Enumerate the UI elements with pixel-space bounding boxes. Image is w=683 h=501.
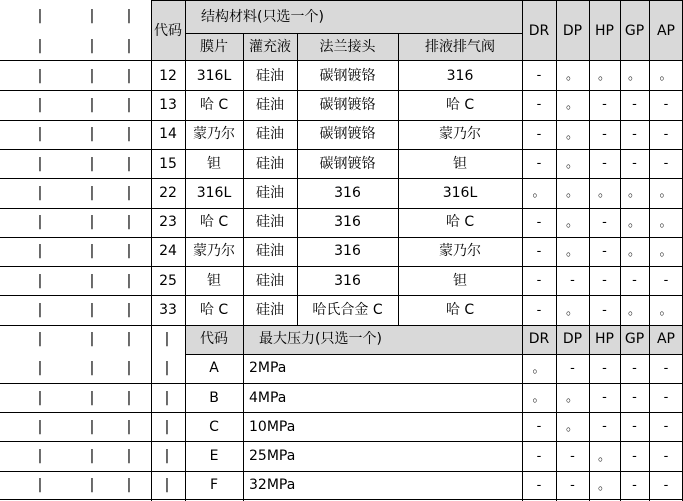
- availability-mark: 。: [565, 126, 579, 142]
- grid-line: [185, 325, 186, 501]
- grid-line: [0, 295, 683, 296]
- material-row-diaphragm: 蒙乃尔: [193, 126, 235, 143]
- availability-mark: -: [663, 360, 669, 376]
- continuation-bar: |: [126, 477, 132, 494]
- material-row-fill: 硅油: [256, 243, 284, 260]
- availability-mark: 。: [659, 302, 673, 318]
- continuation-bar: |: [89, 331, 95, 348]
- continuation-bar: |: [126, 389, 132, 406]
- continuation-bar: |: [126, 418, 132, 435]
- material-subheader-3: 排液排气阀: [425, 39, 495, 55]
- material-row-flange: 碳钢镀铬: [319, 155, 376, 172]
- availability-mark: -: [536, 477, 542, 493]
- continuation-bar: |: [126, 243, 132, 260]
- continuation-bar: |: [89, 418, 95, 435]
- availability-mark: -: [536, 448, 542, 464]
- material-row-fill: 硅油: [256, 126, 284, 143]
- material-row-valve: 316L: [442, 184, 478, 201]
- availability-mark: -: [602, 360, 607, 376]
- continuation-bar: |: [126, 8, 132, 24]
- availability-mark: -: [663, 419, 669, 435]
- material-row-code: 12: [159, 67, 177, 84]
- continuation-bar: |: [126, 302, 132, 319]
- availability-mark: -: [663, 448, 669, 464]
- availability-mark: 。: [597, 68, 611, 84]
- availability-mark: 。: [627, 302, 641, 318]
- material-row-code: 14: [159, 126, 177, 143]
- availability-mark: -: [602, 126, 607, 142]
- material-row-diaphragm: 蒙乃尔: [193, 243, 235, 260]
- material-row-diaphragm: 316L: [196, 67, 232, 84]
- continuation-bar: |: [37, 184, 43, 201]
- material-row-code: 25: [159, 272, 177, 289]
- continuation-bar: |: [37, 477, 43, 494]
- pressure-model-header-4: AP: [656, 331, 676, 348]
- availability-mark: -: [570, 360, 575, 376]
- continuation-bar: |: [164, 331, 170, 348]
- material-row-fill: 硅油: [256, 272, 284, 289]
- availability-mark: -: [536, 126, 542, 142]
- material-row-valve: 哈 C: [445, 302, 475, 319]
- availability-mark: -: [663, 97, 669, 113]
- material-row-flange: 哈氏合金 C: [312, 302, 383, 319]
- continuation-bar: |: [164, 448, 170, 465]
- pressure-group-header: 最大压力(只选一个): [259, 331, 382, 348]
- continuation-bar: |: [37, 38, 43, 54]
- pressure-code-header: 代码: [200, 331, 228, 348]
- material-row-flange: 碳钢镀铬: [319, 67, 376, 84]
- availability-mark: -: [632, 419, 637, 435]
- grid-line: [649, 0, 650, 501]
- material-row-valve: 蒙乃尔: [439, 126, 481, 143]
- material-row-diaphragm: 316L: [196, 184, 232, 201]
- availability-mark: -: [663, 273, 669, 289]
- material-row-code: 15: [159, 155, 177, 172]
- continuation-bar: |: [37, 67, 43, 84]
- grid-line: [398, 33, 399, 326]
- pressure-row-value: 25MPa: [249, 448, 296, 465]
- availability-mark: 。: [597, 448, 611, 464]
- grid-line: [0, 325, 683, 326]
- grid-line: [0, 90, 683, 91]
- grid-line: [620, 0, 621, 501]
- availability-mark: -: [602, 156, 607, 172]
- availability-mark: -: [536, 156, 542, 172]
- pressure-row-value: 4MPa: [249, 389, 287, 406]
- grid-line: [0, 412, 683, 413]
- model-header-3: GP: [624, 22, 645, 39]
- pressure-row-code: F: [209, 477, 219, 494]
- model-header-0: DR: [528, 22, 550, 39]
- availability-mark: -: [663, 390, 669, 406]
- material-row-valve: 蒙乃尔: [439, 243, 481, 260]
- continuation-bar: |: [126, 184, 132, 201]
- continuation-bar: |: [164, 389, 170, 406]
- grid-line: [243, 33, 244, 326]
- material-row-code: 22: [159, 184, 177, 201]
- grid-line: [0, 441, 683, 442]
- continuation-bar: |: [89, 302, 95, 319]
- availability-mark: 。: [532, 185, 546, 201]
- availability-mark: -: [632, 390, 637, 406]
- availability-mark: 。: [659, 68, 673, 84]
- grid-line: [185, 0, 186, 326]
- availability-mark: -: [536, 419, 542, 435]
- material-row-flange: 316: [334, 272, 361, 289]
- grid-line: [0, 208, 683, 209]
- grid-line: [151, 325, 152, 501]
- continuation-bar: |: [164, 418, 170, 435]
- continuation-bar: |: [89, 214, 95, 231]
- material-row-code: 23: [159, 214, 177, 231]
- continuation-bar: |: [89, 272, 95, 289]
- continuation-bar: |: [89, 389, 95, 406]
- availability-mark: 。: [565, 97, 579, 113]
- material-row-code: 13: [159, 96, 177, 113]
- material-row-diaphragm: 钽: [207, 272, 221, 289]
- continuation-bar: |: [89, 67, 95, 84]
- pressure-model-header-0: DR: [528, 331, 550, 348]
- continuation-bar: |: [89, 96, 95, 113]
- grid-line: [0, 120, 683, 121]
- availability-mark: -: [602, 97, 607, 113]
- continuation-bar: |: [37, 243, 43, 260]
- continuation-bar: |: [89, 477, 95, 494]
- availability-mark: -: [632, 477, 637, 493]
- availability-mark: -: [536, 68, 542, 84]
- availability-mark: 。: [627, 185, 641, 201]
- material-row-valve: 哈 C: [445, 214, 475, 231]
- grid-line: [0, 383, 683, 384]
- availability-mark: 。: [565, 302, 579, 318]
- material-row-fill: 硅油: [256, 67, 284, 84]
- availability-mark: -: [632, 448, 637, 464]
- material-row-diaphragm: 哈 C: [199, 214, 229, 231]
- availability-mark: 。: [565, 419, 579, 435]
- continuation-bar: |: [164, 360, 170, 377]
- continuation-bar: |: [89, 448, 95, 465]
- availability-mark: -: [632, 97, 637, 113]
- continuation-bar: |: [126, 214, 132, 231]
- availability-mark: -: [663, 126, 669, 142]
- pressure-row-value: 32MPa: [249, 477, 296, 494]
- availability-mark: -: [632, 126, 637, 142]
- grid-line: [243, 325, 244, 501]
- material-row-fill: 硅油: [256, 302, 284, 319]
- grid-line: [589, 0, 590, 501]
- availability-mark: 。: [597, 477, 611, 493]
- availability-mark: 。: [565, 243, 579, 259]
- pressure-row-value: 2MPa: [249, 360, 287, 377]
- continuation-bar: |: [126, 155, 132, 172]
- availability-mark: -: [602, 302, 607, 318]
- material-row-diaphragm: 哈 C: [199, 302, 229, 319]
- pressure-row-code: C: [209, 418, 219, 435]
- material-row-valve: 哈 C: [445, 96, 475, 113]
- continuation-bar: |: [37, 331, 43, 348]
- availability-mark: -: [632, 273, 637, 289]
- grid-line: [0, 178, 683, 179]
- material-row-valve: 316: [446, 67, 474, 84]
- continuation-bar: |: [37, 155, 43, 172]
- continuation-bar: |: [126, 331, 132, 348]
- availability-mark: -: [632, 360, 637, 376]
- grid-line: [0, 60, 683, 61]
- availability-mark: 。: [659, 243, 673, 259]
- grid-line: [185, 354, 683, 355]
- pressure-row-value: 10MPa: [249, 418, 296, 435]
- pressure-model-header-2: HP: [595, 331, 614, 348]
- pressure-row-code: B: [209, 389, 219, 406]
- grid-line: [0, 266, 683, 267]
- availability-mark: -: [602, 214, 607, 230]
- availability-mark: 。: [565, 185, 579, 201]
- pressure-row-code: E: [209, 448, 219, 465]
- availability-mark: 。: [532, 390, 546, 406]
- continuation-bar: |: [37, 96, 43, 113]
- availability-mark: 。: [565, 156, 579, 172]
- availability-mark: -: [663, 156, 669, 172]
- pressure-model-header-3: GP: [624, 331, 645, 348]
- material-row-flange: 碳钢镀铬: [319, 96, 376, 113]
- availability-mark: 。: [627, 68, 641, 84]
- availability-mark: 。: [627, 214, 641, 230]
- material-row-flange: 316: [334, 214, 361, 231]
- model-header-4: AP: [656, 22, 676, 39]
- grid-line: [556, 0, 557, 501]
- model-header-2: HP: [595, 22, 614, 39]
- availability-mark: -: [663, 477, 669, 493]
- availability-mark: -: [570, 273, 575, 289]
- availability-mark: -: [602, 390, 607, 406]
- availability-mark: -: [536, 302, 542, 318]
- material-row-flange: 316: [334, 184, 361, 201]
- availability-mark: -: [536, 243, 542, 259]
- table-top-border: [151, 0, 683, 1]
- availability-mark: -: [570, 477, 575, 493]
- material-subheader-1: 灌充液: [249, 39, 291, 55]
- continuation-bar: |: [126, 38, 132, 54]
- model-header-1: DP: [562, 22, 583, 39]
- grid-line: [0, 237, 683, 238]
- availability-mark: -: [602, 419, 607, 435]
- material-subheader-0: 膜片: [200, 39, 228, 55]
- pressure-model-header-1: DP: [562, 331, 583, 348]
- material-group-header: 结构材料(只选一个): [201, 8, 324, 25]
- continuation-bar: |: [89, 360, 95, 377]
- grid-line: [0, 149, 683, 150]
- material-row-code: 24: [159, 243, 177, 260]
- availability-mark: 。: [532, 360, 546, 376]
- material-row-fill: 硅油: [256, 184, 284, 201]
- pressure-row-code: A: [209, 360, 219, 377]
- availability-mark: -: [536, 273, 542, 289]
- material-row-valve: 钽: [453, 272, 467, 289]
- material-code-header: 代码: [154, 22, 182, 39]
- continuation-bar: |: [89, 8, 95, 24]
- material-row-fill: 硅油: [256, 214, 284, 231]
- continuation-bar: |: [89, 184, 95, 201]
- continuation-bar: |: [89, 155, 95, 172]
- material-row-fill: 硅油: [256, 155, 284, 172]
- continuation-bar: |: [89, 126, 95, 143]
- availability-mark: 。: [565, 214, 579, 230]
- continuation-bar: |: [126, 360, 132, 377]
- grid-line: [0, 471, 683, 472]
- continuation-bar: |: [37, 302, 43, 319]
- continuation-bar: |: [37, 272, 43, 289]
- continuation-bar: |: [126, 96, 132, 113]
- material-row-code: 33: [159, 302, 177, 319]
- continuation-bar: |: [37, 418, 43, 435]
- availability-mark: -: [602, 273, 607, 289]
- availability-mark: -: [536, 214, 542, 230]
- grid-line: [185, 33, 523, 34]
- material-subheader-2: 法兰接头: [319, 39, 376, 55]
- availability-mark: 。: [659, 214, 673, 230]
- continuation-bar: |: [37, 448, 43, 465]
- availability-mark: 。: [565, 390, 579, 406]
- continuation-bar: |: [37, 389, 43, 406]
- continuation-bar: |: [37, 214, 43, 231]
- material-row-valve: 钽: [453, 155, 467, 172]
- availability-mark: 。: [597, 185, 611, 201]
- continuation-bar: |: [89, 243, 95, 260]
- grid-line: [151, 0, 152, 326]
- availability-mark: 。: [565, 68, 579, 84]
- continuation-bar: |: [126, 67, 132, 84]
- continuation-bar: |: [89, 38, 95, 54]
- availability-mark: -: [536, 97, 542, 113]
- material-row-diaphragm: 哈 C: [199, 96, 229, 113]
- continuation-bar: |: [37, 360, 43, 377]
- availability-mark: -: [570, 448, 575, 464]
- availability-mark: 。: [627, 243, 641, 259]
- material-row-fill: 硅油: [256, 96, 284, 113]
- material-row-flange: 碳钢镀铬: [319, 126, 376, 143]
- availability-mark: 。: [659, 185, 673, 201]
- material-row-flange: 316: [334, 243, 361, 260]
- grid-line: [522, 0, 523, 501]
- availability-mark: -: [602, 243, 607, 259]
- continuation-bar: |: [37, 8, 43, 24]
- continuation-bar: |: [126, 448, 132, 465]
- availability-mark: -: [632, 156, 637, 172]
- grid-line: [297, 33, 298, 326]
- continuation-bar: |: [126, 272, 132, 289]
- continuation-bar: |: [126, 126, 132, 143]
- continuation-bar: |: [164, 477, 170, 494]
- continuation-bar: |: [37, 126, 43, 143]
- material-row-diaphragm: 钽: [207, 155, 221, 172]
